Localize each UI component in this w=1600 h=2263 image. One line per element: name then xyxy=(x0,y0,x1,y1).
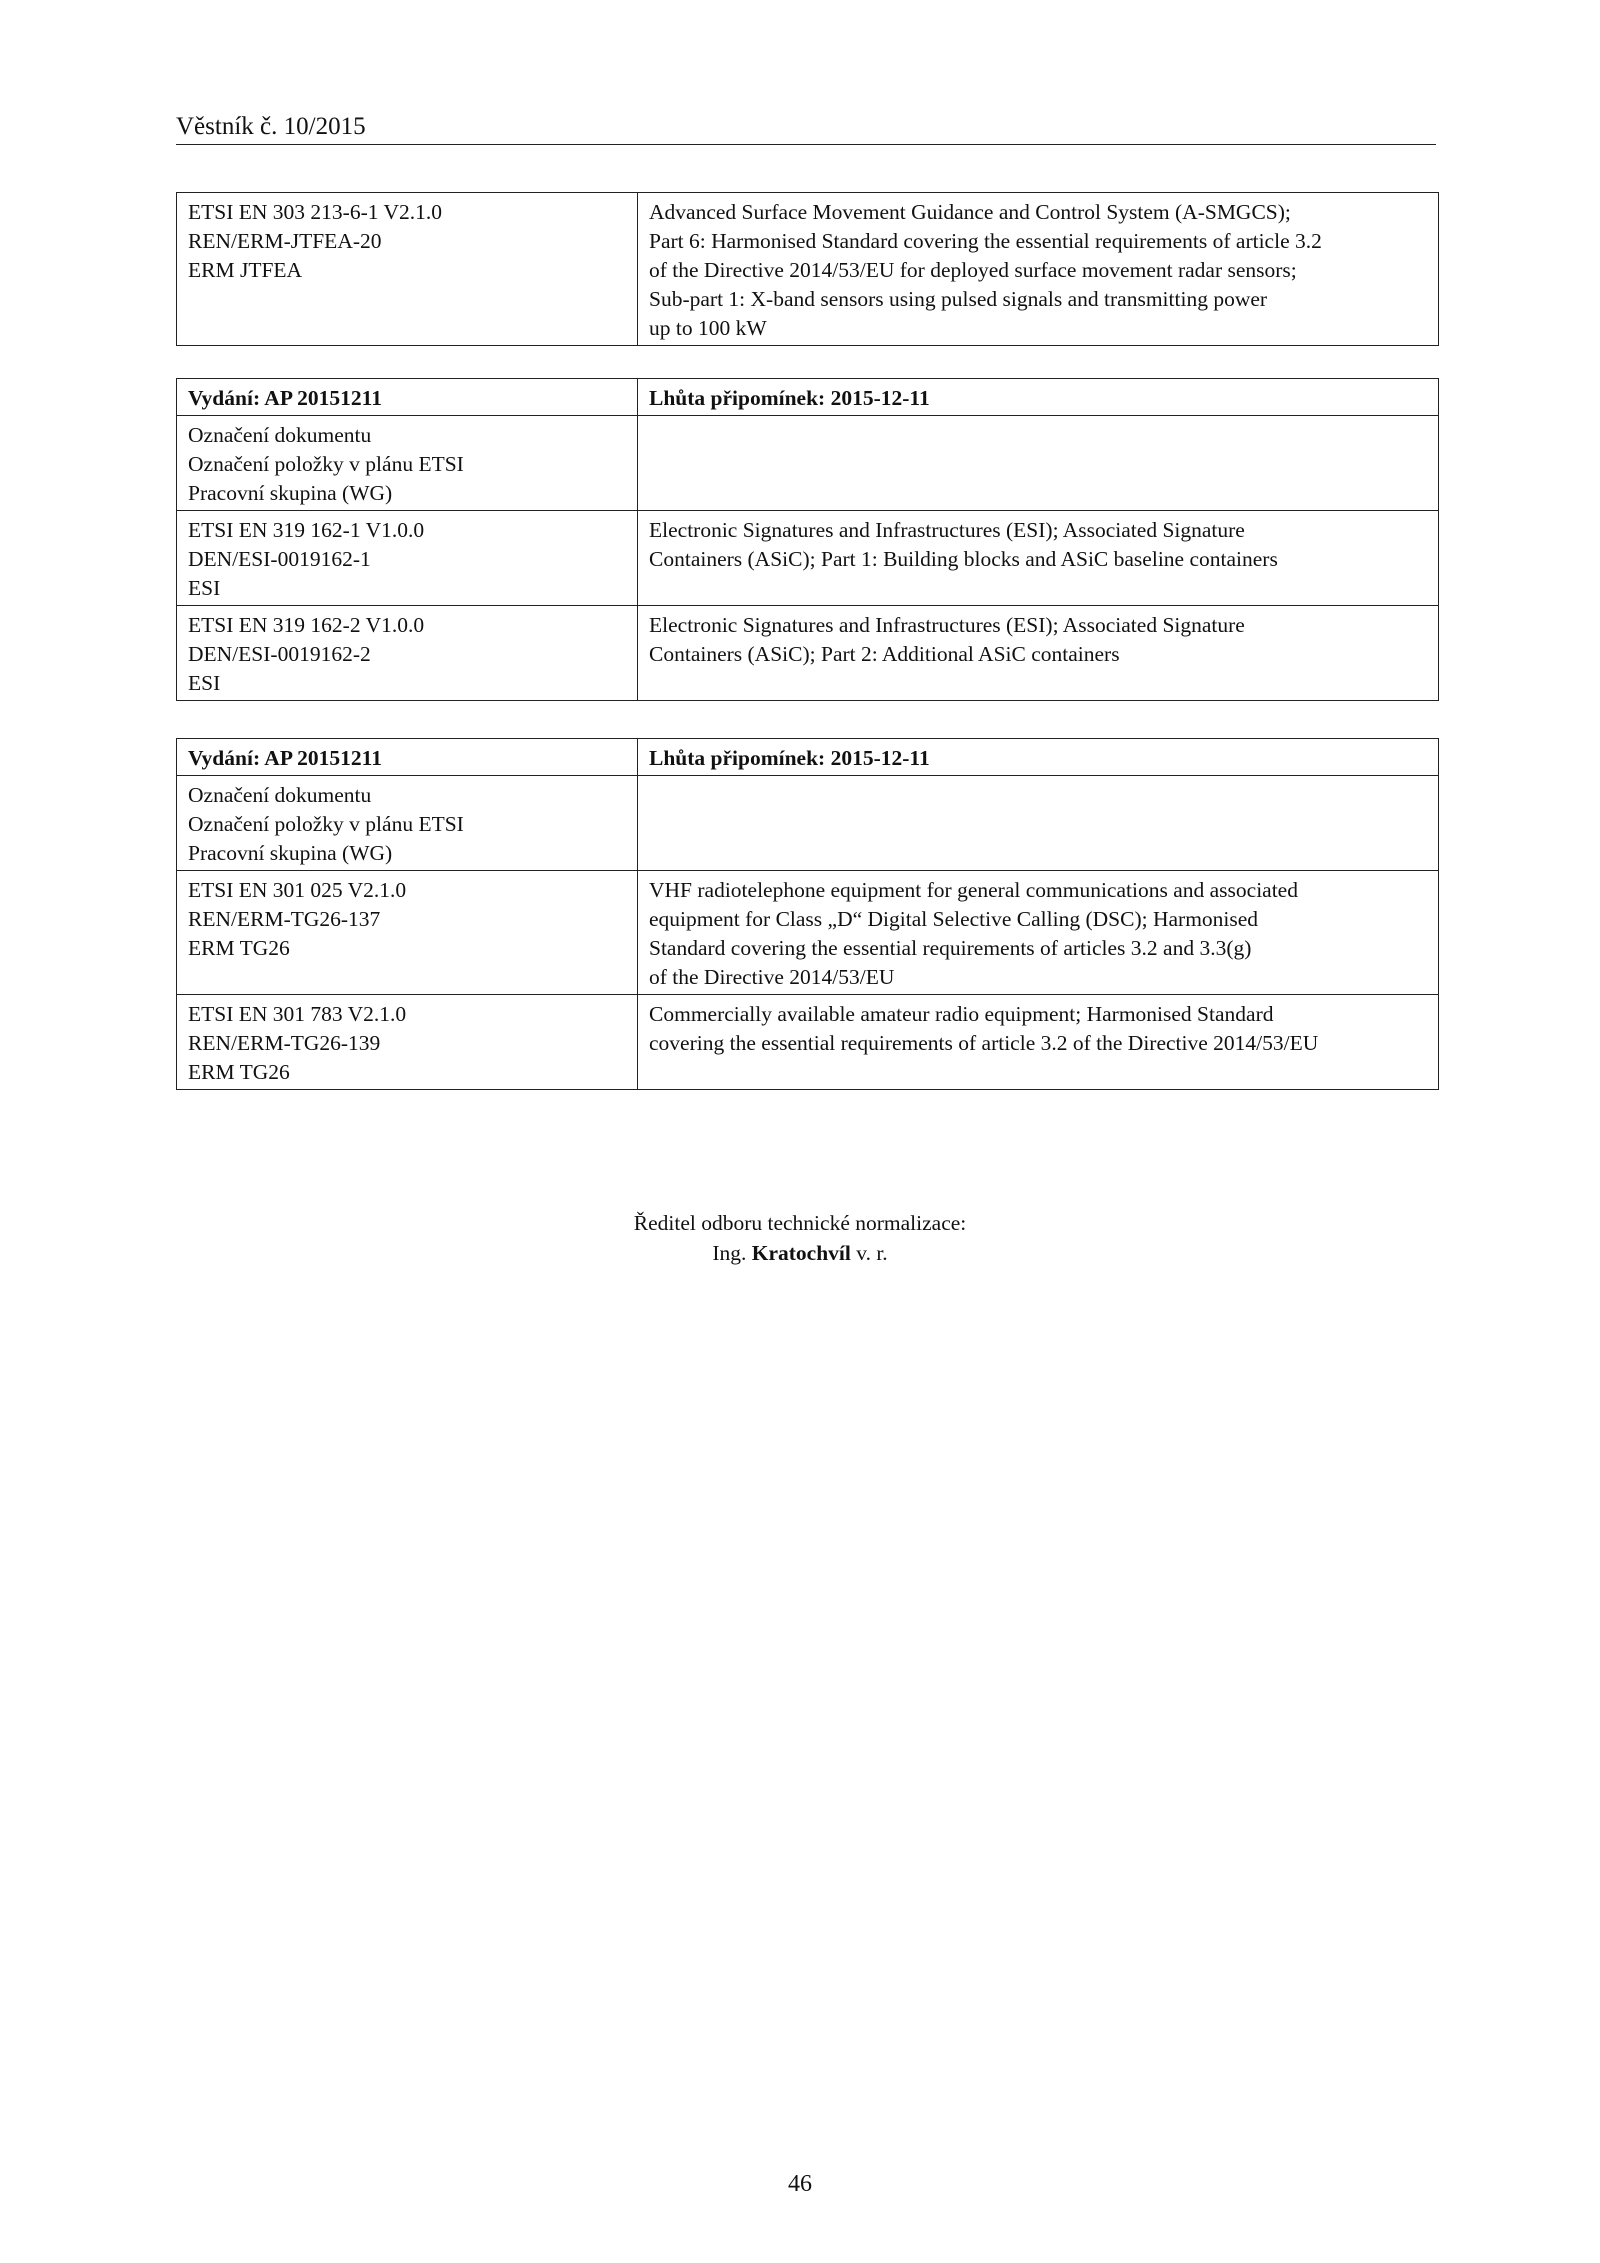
signature-block xyxy=(0,1208,1600,1268)
table-row xyxy=(177,193,1439,346)
work-item-id: DEN/ESI-0019162-2 xyxy=(188,642,371,666)
header-title: Věstník č. 10/2015 xyxy=(176,113,366,140)
signatory-prefix: Ing. xyxy=(712,1241,747,1265)
working-group: ERM TG26 xyxy=(188,936,290,960)
table-header-row xyxy=(177,739,1439,776)
standards-table-3 xyxy=(176,738,1439,1090)
table-header-row xyxy=(177,379,1439,416)
table-row xyxy=(177,871,1439,995)
document-title: Commercially available amateur radio equipment; Harmonised Standard covering the essential requirements of article 3.2 of the Directive 2014/53/EU xyxy=(638,995,1439,1090)
document-id: ETSI EN 319 162-2 V1.0.0 xyxy=(188,613,425,637)
document-identifiers xyxy=(177,995,638,1090)
legend-empty-cell xyxy=(638,776,1439,871)
standards-table-1 xyxy=(176,192,1439,346)
document-identifiers xyxy=(177,193,638,346)
working-group: ERM TG26 xyxy=(188,1060,290,1084)
legend-row xyxy=(177,416,1439,511)
standards-table-2 xyxy=(176,378,1439,701)
document-id: ETSI EN 303 213-6-1 V2.1.0 xyxy=(188,200,443,224)
table-row xyxy=(177,511,1439,606)
signatory-line xyxy=(0,1238,1600,1268)
work-item-id: REN/ERM-JTFEA-20 xyxy=(188,229,382,253)
comment-deadline: Lhůta připomínek: 2015-12-11 xyxy=(638,379,1439,416)
signatory-name: Kratochvíl xyxy=(751,1241,851,1265)
table-row xyxy=(177,995,1439,1090)
document-title: Advanced Surface Movement Guidance and Control System (A-SMGCS); Part 6: Harmonised Standard covering the essential requirements of article 3.2 of the Directive 2014/53/EU for deployed surface movement radar sensors; Sub-part 1: X-band sensors using pulsed signals and transmitting power up to 100 kW xyxy=(638,193,1439,346)
column-legend: Označení dokumentu Označení položky v plánu ETSI Pracovní skupina (WG) xyxy=(177,416,638,511)
column-legend: Označení dokumentu Označení položky v plánu ETSI Pracovní skupina (WG) xyxy=(177,776,638,871)
issue-label: Vydání: AP 20151211 xyxy=(177,739,638,776)
legend-row xyxy=(177,776,1439,871)
signatory-suffix: v. r. xyxy=(856,1241,888,1265)
document-identifiers xyxy=(177,606,638,701)
working-group: ERM JTFEA xyxy=(188,258,303,282)
document-id: ETSI EN 301 025 V2.1.0 xyxy=(188,878,407,902)
working-group: ESI xyxy=(188,671,221,695)
work-item-id: REN/ERM-TG26-137 xyxy=(188,907,381,931)
table-row xyxy=(177,606,1439,701)
document-identifiers xyxy=(177,511,638,606)
issue-label: Vydání: AP 20151211 xyxy=(177,379,638,416)
document-title: VHF radiotelephone equipment for general communications and associated equipment for Class „D“ Digital Selective Calling (DSC); Harmonised Standard covering the essential requirements of articles 3.2 and 3.3(g) of the Directive 2014/53/EU xyxy=(638,871,1439,995)
working-group: ESI xyxy=(188,576,221,600)
document-title: Electronic Signatures and Infrastructures (ESI); Associated Signature Containers (ASiC); Part 2: Additional ASiC containers xyxy=(638,606,1439,701)
work-item-id: REN/ERM-TG26-139 xyxy=(188,1031,381,1055)
document-title: Electronic Signatures and Infrastructures (ESI); Associated Signature Containers (ASiC); Part 1: Building blocks and ASiC baseline containers xyxy=(638,511,1439,606)
page-number: 46 xyxy=(788,2171,812,2197)
comment-deadline: Lhůta připomínek: 2015-12-11 xyxy=(638,739,1439,776)
signatory-role: Ředitel odboru technické normalizace: xyxy=(633,1211,967,1235)
work-item-id: DEN/ESI-0019162-1 xyxy=(188,547,371,571)
running-header xyxy=(176,112,1436,145)
document-id: ETSI EN 319 162-1 V1.0.0 xyxy=(188,518,425,542)
document-id: ETSI EN 301 783 V2.1.0 xyxy=(188,1002,407,1026)
legend-empty-cell xyxy=(638,416,1439,511)
document-identifiers xyxy=(177,871,638,995)
